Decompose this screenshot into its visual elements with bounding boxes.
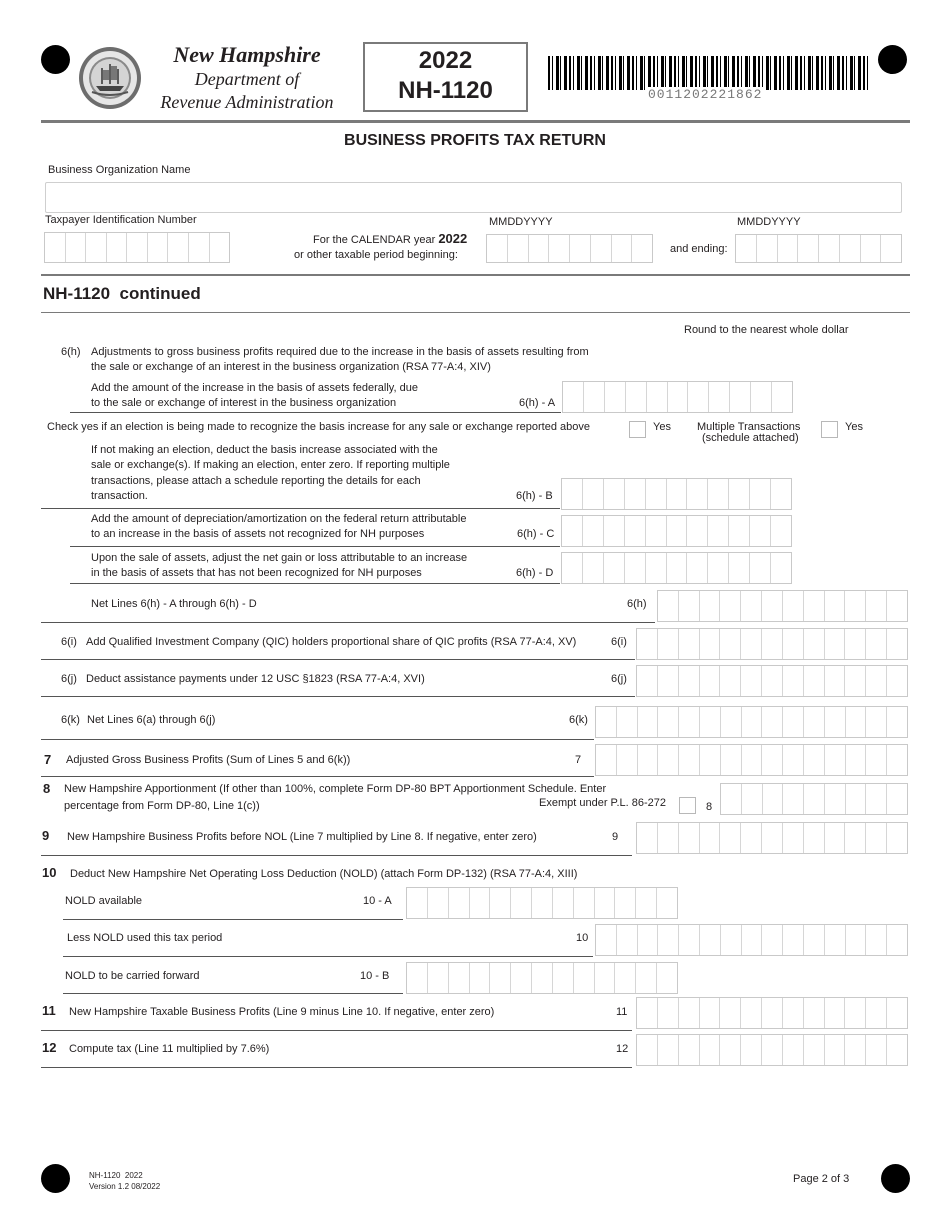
line-6hA-description: Add the amount of the increase in the basis of assets federally, due <box>91 382 418 394</box>
line-6h-net-label: 6(h) <box>627 598 647 610</box>
line-6k-rule <box>41 739 594 740</box>
line-6hD-label: 6(h) - D <box>516 567 554 579</box>
line-6h-net-amount-input[interactable] <box>657 590 908 622</box>
line-6hB-description-3: transactions, please attach a schedule reporting the details for each <box>91 475 421 487</box>
line-6hB-description-1: If not making an election, deduct the basis increase associated with the <box>91 444 438 456</box>
line-10B-label: 10 - B <box>360 970 390 982</box>
line-6hA-description-cont: to the sale or exchange of interest in the business organization <box>91 397 397 409</box>
exempt-pl-86-272-label: Exempt under P.L. 86-272 <box>539 797 666 809</box>
line-6k-amount-input[interactable] <box>595 706 908 738</box>
line-10A-description: NOLD available <box>65 895 143 907</box>
line-6i-description: Add Qualified Investment Company (QIC) holders proportional share of QIC profits (RSA 77-A:4, XV) <box>86 636 577 648</box>
registration-mark-top-right <box>878 45 907 74</box>
barcode-number: 0011202221862 <box>648 87 763 102</box>
multiple-transactions-yes-checkbox[interactable] <box>821 421 838 438</box>
line-6h-net-rule <box>41 622 655 623</box>
line-6hD-rule <box>70 583 560 584</box>
agency-division: Revenue Administration <box>160 92 334 112</box>
line-6i-label: 6(i) <box>611 636 627 648</box>
line-12-rule <box>41 1067 632 1068</box>
election-yes-checkbox[interactable] <box>629 421 646 438</box>
registration-mark-bottom-right <box>881 1164 910 1193</box>
exempt-pl-86-272-checkbox[interactable] <box>679 797 696 814</box>
section-title: NH-1120 continued <box>43 284 201 303</box>
ending-label: and ending: <box>670 243 728 255</box>
line-11-number: 11 <box>42 1003 56 1018</box>
registration-mark-bottom-left <box>41 1164 70 1193</box>
line-6j-label: 6(j) <box>611 673 627 685</box>
form-number: NH-1120 <box>398 77 493 104</box>
election-yes-label: Yes <box>653 421 671 433</box>
line-6hB-rule <box>41 508 560 509</box>
line-6h-description: Adjustments to gross business profits required due to the increase in the basis of assets resulting from <box>91 346 589 358</box>
line-10-rule <box>63 956 593 957</box>
line-6j-number: 6(j) <box>61 673 77 685</box>
line-9-rule <box>41 855 632 856</box>
tin-label: Taxpayer Identification Number <box>45 214 197 226</box>
line-10-description: Deduct New Hampshire Net Operating Loss Deduction (NOLD) (attach Form DP-132) (RSA 77-A:4, XIII) <box>70 868 578 880</box>
line-8-description: New Hampshire Apportionment (If other than 100%, complete Form DP-80 BPT Apportionment Schedule. Enter <box>64 783 607 795</box>
line-6i-amount-input[interactable] <box>636 628 908 660</box>
line-6k-number: 6(k) <box>61 714 80 726</box>
line-6h-number: 6(h) <box>61 346 81 358</box>
line-10B-rule <box>63 993 403 994</box>
section-rule-top <box>41 274 910 276</box>
line-8-description-cont: percentage from Form DP-80, Line 1(c)) <box>64 800 260 812</box>
line-12-label: 12 <box>616 1043 629 1055</box>
line-6j-rule <box>41 696 635 697</box>
line-6hB-label: 6(h) - B <box>516 490 553 502</box>
line-6h-description-cont: the sale or exchange of an interest in the business organization (RSA 77-A:4, XIV) <box>91 361 491 373</box>
line-6hC-description-cont: to an increase in the basis of assets not recognized for NH purposes <box>91 528 425 540</box>
business-name-label: Business Organization Name <box>48 164 191 176</box>
line-8-label: 8 <box>706 801 713 813</box>
line-9-number: 9 <box>42 828 50 843</box>
line-6hC-amount-input[interactable] <box>561 515 792 547</box>
election-question: Check yes if an election is being made to recognize the basis increase for any sale or exchange reported above <box>47 421 590 433</box>
line-9-label: 9 <box>612 831 619 843</box>
line-10-amount-input[interactable] <box>595 924 908 956</box>
line-7-number: 7 <box>44 752 52 767</box>
agency-department: Department of <box>194 69 300 89</box>
line-6hD-description: Upon the sale of assets, adjust the net gain or loss attributable to an increase <box>91 552 468 564</box>
line-9-amount-input[interactable] <box>636 822 908 854</box>
begin-date-format: MMDDYYYY <box>489 216 553 228</box>
line-10-number: 10 <box>42 865 57 880</box>
line-12-number: 12 <box>42 1040 57 1055</box>
line-6hA-rule <box>70 412 561 413</box>
line-12-amount-input[interactable] <box>636 1034 908 1066</box>
multiple-transactions-yes-label: Yes <box>845 421 863 433</box>
form-id-box <box>363 42 528 112</box>
line-11-description: New Hampshire Taxable Business Profits (Line 9 minus Line 10. If negative, enter zero) <box>69 1006 495 1018</box>
line-6hD-amount-input[interactable] <box>561 552 792 584</box>
page-number: Page 2 of 3 <box>793 1173 850 1185</box>
period-end-date-input[interactable] <box>735 234 902 263</box>
form-year: 2022 <box>418 47 473 74</box>
line-7-label: 7 <box>575 754 582 766</box>
line-6hB-description-2: sale or exchange(s). If making an election, enter zero. If reporting multiple <box>91 459 450 471</box>
calendar-year-label: For the CALENDAR year 2022 <box>313 231 468 246</box>
registration-mark-top-left <box>41 45 70 74</box>
line-6hC-rule <box>70 546 560 547</box>
round-note: Round to the nearest whole dollar <box>684 324 849 336</box>
line-11-rule <box>41 1030 632 1031</box>
line-6hB-amount-input[interactable] <box>561 478 792 510</box>
schedule-attached-label: (schedule attached) <box>702 432 799 444</box>
line-6hD-description-cont: in the basis of assets that has not been recognized for NH purposes <box>91 567 422 579</box>
footer-form-year: NH-1120 2022 <box>89 1171 143 1180</box>
line-10-used-description: Less NOLD used this tax period <box>67 932 223 944</box>
tin-input[interactable] <box>44 232 230 263</box>
period-beginning-label: or other taxable period beginning: <box>294 249 458 261</box>
line-7-rule <box>41 776 594 777</box>
line-10A-amount-input[interactable] <box>406 887 678 919</box>
line-6i-rule <box>41 659 635 660</box>
line-10-label: 10 <box>576 932 589 944</box>
line-6hA-label: 6(h) - A <box>519 397 556 409</box>
line-11-label: 11 <box>616 1006 628 1018</box>
line-6k-label: 6(k) <box>569 714 588 726</box>
line-11-amount-input[interactable] <box>636 997 908 1029</box>
end-date-format: MMDDYYYY <box>737 216 801 228</box>
line-6h-net-description: Net Lines 6(h) - A through 6(h) - D <box>91 598 257 610</box>
line-10B-description: NOLD to be carried forward <box>65 970 200 982</box>
line-6hC-label: 6(h) - C <box>517 528 555 540</box>
return-title: BUSINESS PROFITS TAX RETURN <box>344 132 606 149</box>
line-12-description: Compute tax (Line 11 multiplied by 7.6%) <box>69 1043 270 1055</box>
line-6j-amount-input[interactable] <box>636 665 908 697</box>
business-name-input[interactable] <box>45 182 902 213</box>
header-rule <box>41 120 910 123</box>
line-7-description: Adjusted Gross Business Profits (Sum of Lines 5 and 6(k)) <box>66 754 351 766</box>
agency-name: New Hampshire <box>173 42 321 67</box>
line-6hA-amount-input[interactable] <box>562 381 793 413</box>
line-10B-amount-input[interactable] <box>406 962 678 994</box>
line-8-number: 8 <box>43 781 51 796</box>
line-8-apportionment-input[interactable] <box>720 783 908 815</box>
state-seal-icon <box>78 46 142 110</box>
period-begin-date-input[interactable] <box>486 234 653 263</box>
line-6i-number: 6(i) <box>61 636 77 648</box>
line-7-amount-input[interactable] <box>595 744 908 776</box>
line-10A-label: 10 - A <box>363 895 392 907</box>
line-6k-description: Net Lines 6(a) through 6(j) <box>87 714 216 726</box>
line-9-description: New Hampshire Business Profits before NOL (Line 7 multiplied by Line 8. If negative, enter zero) <box>67 831 537 843</box>
line-6j-description: Deduct assistance payments under 12 USC §1823 (RSA 77-A:4, XVI) <box>86 673 425 685</box>
section-rule-bottom <box>41 312 910 313</box>
footer-version: Version 1.2 08/2022 <box>89 1182 161 1191</box>
barcode <box>548 56 868 104</box>
line-6hB-description-4: transaction. <box>91 490 148 502</box>
line-6hC-description: Add the amount of depreciation/amortization on the federal return attributable <box>91 513 467 525</box>
multiple-transactions-label: Multiple Transactions <box>697 421 801 433</box>
line-10A-rule <box>63 919 403 920</box>
